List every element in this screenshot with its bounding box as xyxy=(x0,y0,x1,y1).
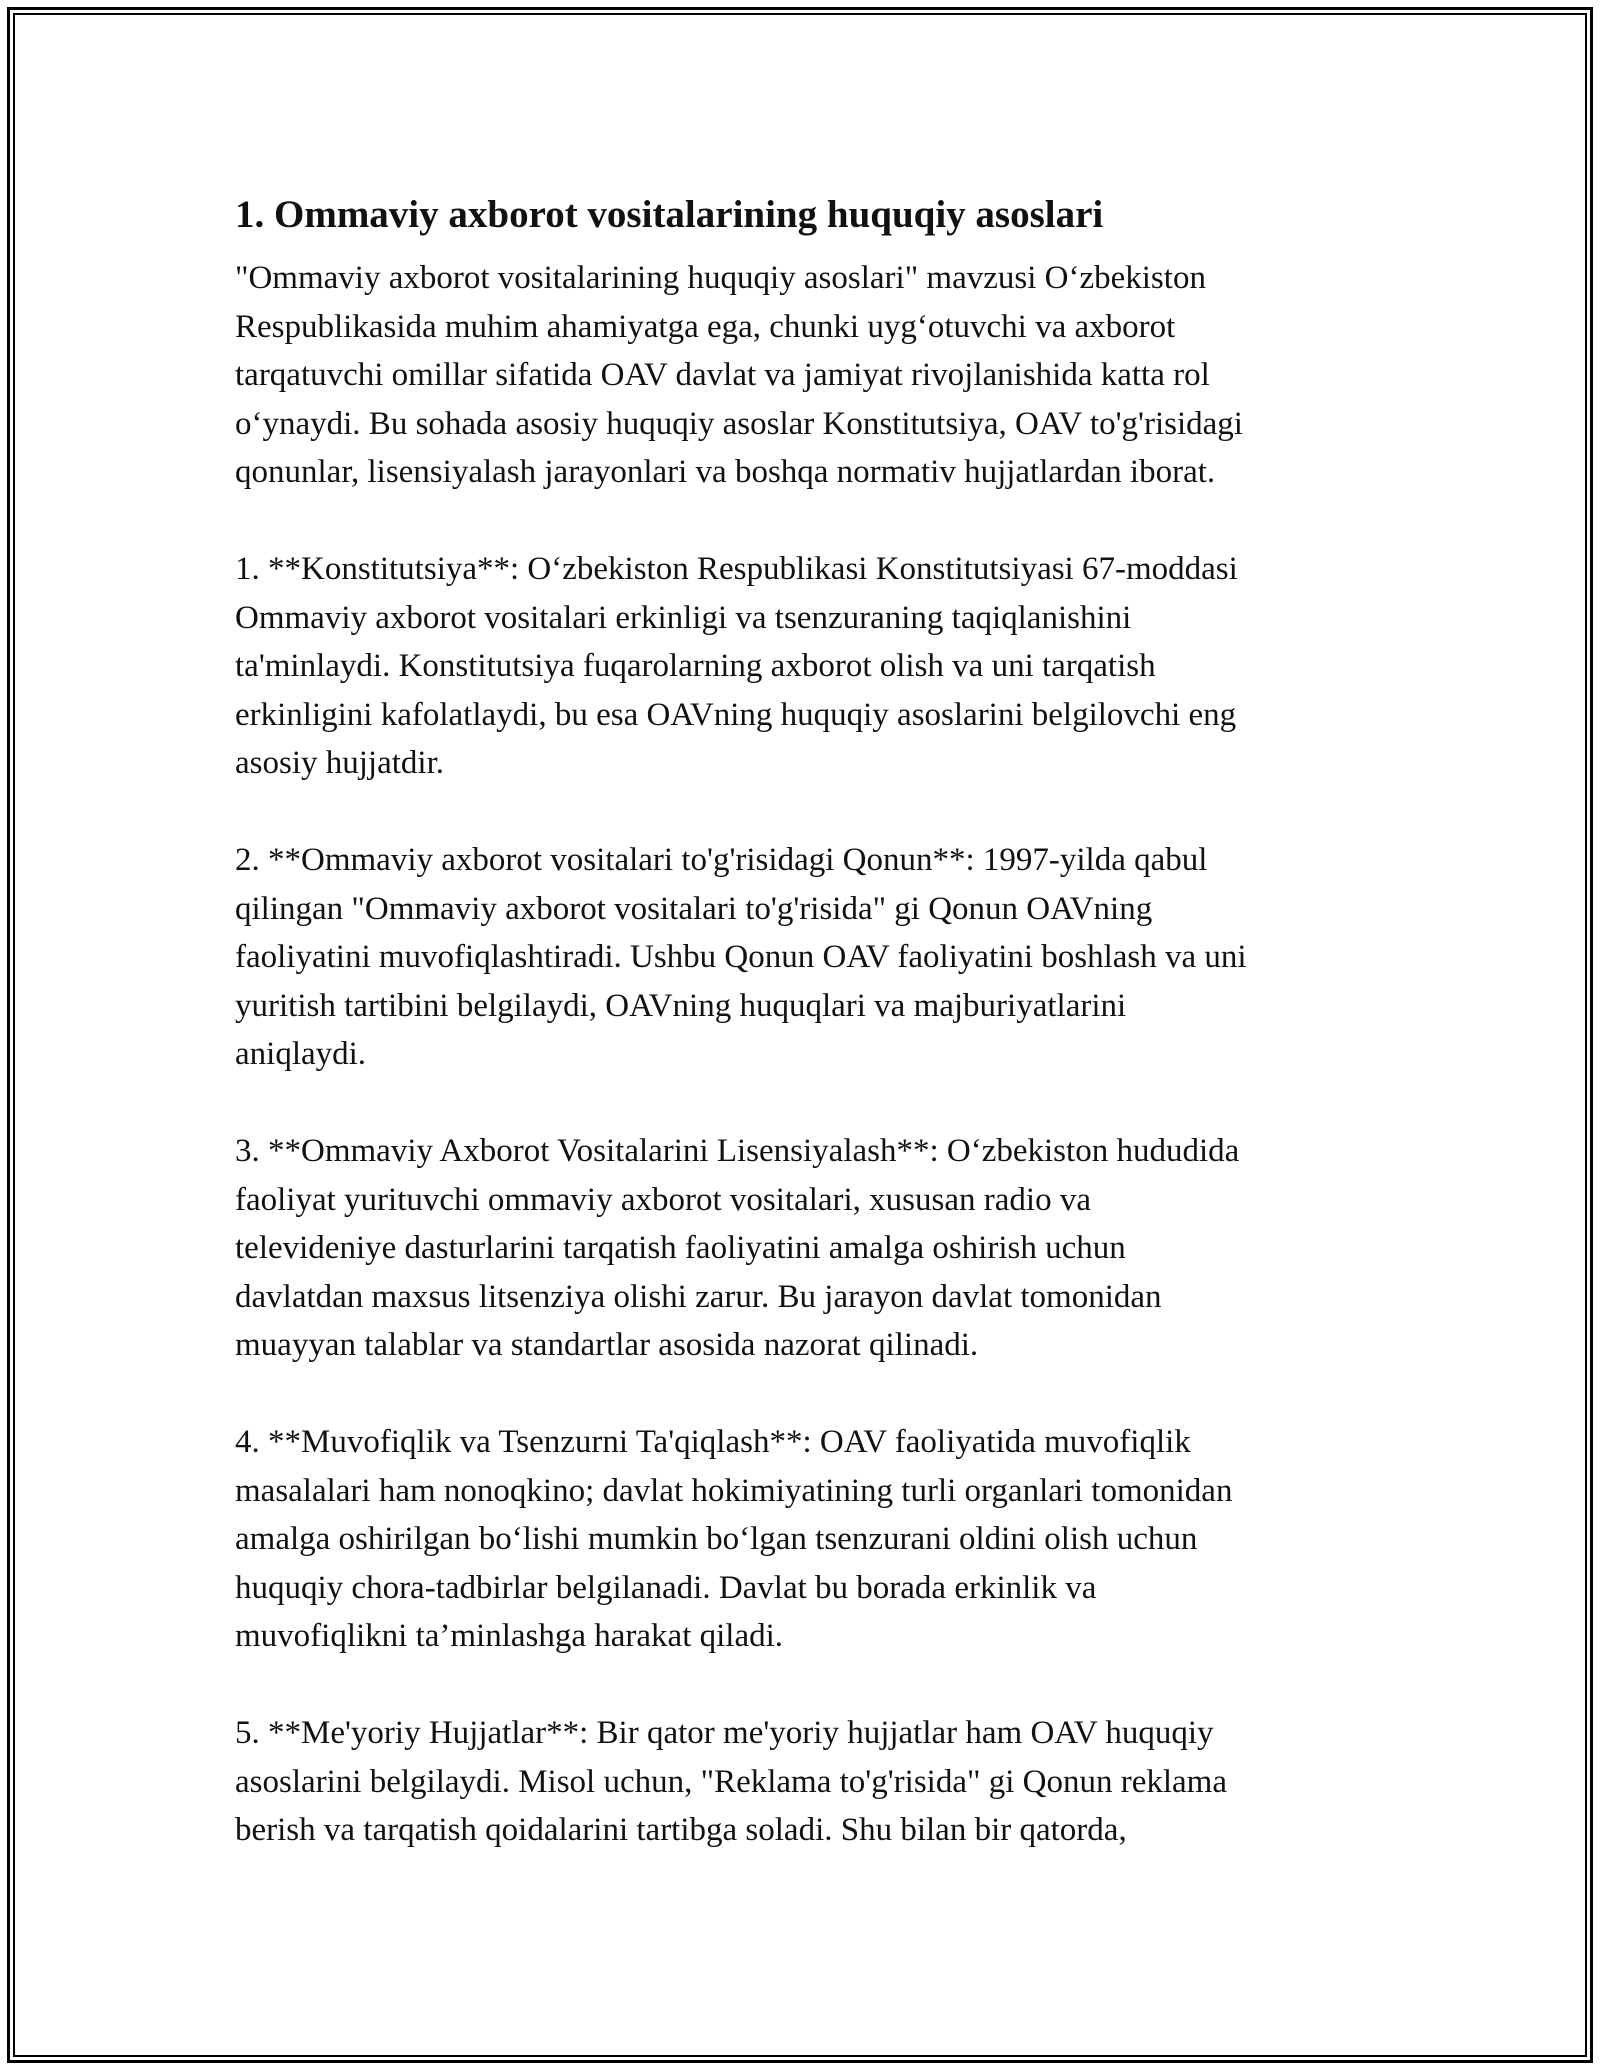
paragraph-line: televideniye dasturlarini tarqatish faoliyatini amalga oshirish uchun xyxy=(235,1230,1126,1266)
paragraph-line: berish va tarqatish qoidalarini tartibga soladi. Shu bilan bir qatorda, xyxy=(235,1812,1127,1848)
paragraph-line: masalalari ham nonoqkino; davlat hokimiyatining turli organlari tomonidan xyxy=(235,1472,1233,1509)
paragraph-line: Ommaviy axborot vositalari erkinligi va tsenzuraning taqiqlanishini xyxy=(235,599,1132,636)
paragraph xyxy=(235,1709,1375,1855)
paragraph-line: faoliyat yurituvchi ommaviy axborot vositalari, xususan radio va xyxy=(235,1181,1091,1218)
paragraph-line: 4. **Muvofiqlik va Tsenzurni Ta'qiqlash**: OAV faoliyatida muvofiqlik xyxy=(235,1424,1191,1460)
paragraphs xyxy=(235,254,1375,1855)
paragraph xyxy=(235,1418,1375,1661)
paragraph xyxy=(235,545,1375,788)
document-body xyxy=(235,186,1375,1903)
paragraph xyxy=(235,254,1375,497)
paragraph-line: muvofiqlikni ta’minlashga harakat qiladi. xyxy=(235,1618,784,1654)
paragraph-line: Respublikasida muhim ahamiyatga ega, chunki uyg‘otuvchi va axborot xyxy=(235,308,1176,345)
paragraph-line: asoslarini belgilaydi. Misol uchun, "Reklama to'g'risida" gi Qonun reklama xyxy=(235,1763,1227,1800)
paragraph-line: asosiy hujjatdir. xyxy=(235,745,444,781)
paragraph-line: aniqlaydi. xyxy=(235,1036,367,1072)
paragraph-line: qilingan "Ommaviy axborot vositalari to'g'risida" gi Qonun OAVning xyxy=(235,890,1153,927)
section-heading: 1. Ommaviy axborot vositalarining huquqiy asoslari xyxy=(235,193,1104,236)
paragraph-line: tarqatuvchi omillar sifatida OAV davlat va jamiyat rivojlanishida katta rol xyxy=(235,357,1210,393)
paragraph-line: 1. **Konstitutsiya**: O‘zbekiston Respublikasi Konstitutsiyasi 67-moddasi xyxy=(235,551,1238,587)
paragraph-line: huquqiy chora-tadbirlar belgilanadi. Davlat bu borada erkinlik va xyxy=(235,1569,1097,1606)
paragraph xyxy=(235,1127,1375,1370)
paragraph-line: "Ommaviy axborot vositalarining huquqiy asoslari" mavzusi O‘zbekiston xyxy=(235,260,1206,296)
paragraph xyxy=(235,836,1375,1079)
paragraph-line: davlatdan maxsus litsenziya olishi zarur. Bu jarayon davlat tomonidan xyxy=(235,1278,1162,1315)
paragraph-line: 2. **Ommaviy axborot vositalari to'g'risidagi Qonun**: 1997-yilda qabul xyxy=(235,842,1208,878)
paragraph-line: 5. **Me'yoriy Hujjatlar**: Bir qator me'yoriy hujjatlar ham OAV huquqiy xyxy=(235,1715,1214,1751)
paragraph-line: erkinligini kafolatlaydi, bu esa OAVning huquqiy asoslarini belgilovchi eng xyxy=(235,696,1237,733)
paragraph-line: faoliyatini muvofiqlashtiradi. Ushbu Qonun OAV faoliyatini boshlash va uni xyxy=(235,939,1247,975)
paragraph-line: yuritish tartibini belgilaydi, OAVning huquqlari va majburiyatlarini xyxy=(235,987,1127,1024)
paragraph-line: o‘ynaydi. Bu sohada asosiy huquqiy asoslar Konstitutsiya, OAV to'g'risidagi xyxy=(235,405,1243,442)
paragraph-line: 3. **Ommaviy Axborot Vositalarini Lisensiyalash**: O‘zbekiston hududida xyxy=(235,1133,1240,1169)
paragraph-line: ta'minlaydi. Konstitutsiya fuqarolarning axborot olish va uni tarqatish xyxy=(235,648,1156,684)
paragraph-line: muayyan talablar va standartlar asosida nazorat qilinadi. xyxy=(235,1327,979,1363)
paragraph-line: amalga oshirilgan bo‘lishi mumkin bo‘lgan tsenzurani oldini olish uchun xyxy=(235,1521,1198,1557)
paragraph-line: qonunlar, lisensiyalash jarayonlari va boshqa normativ hujjatlardan iborat. xyxy=(235,454,1216,490)
